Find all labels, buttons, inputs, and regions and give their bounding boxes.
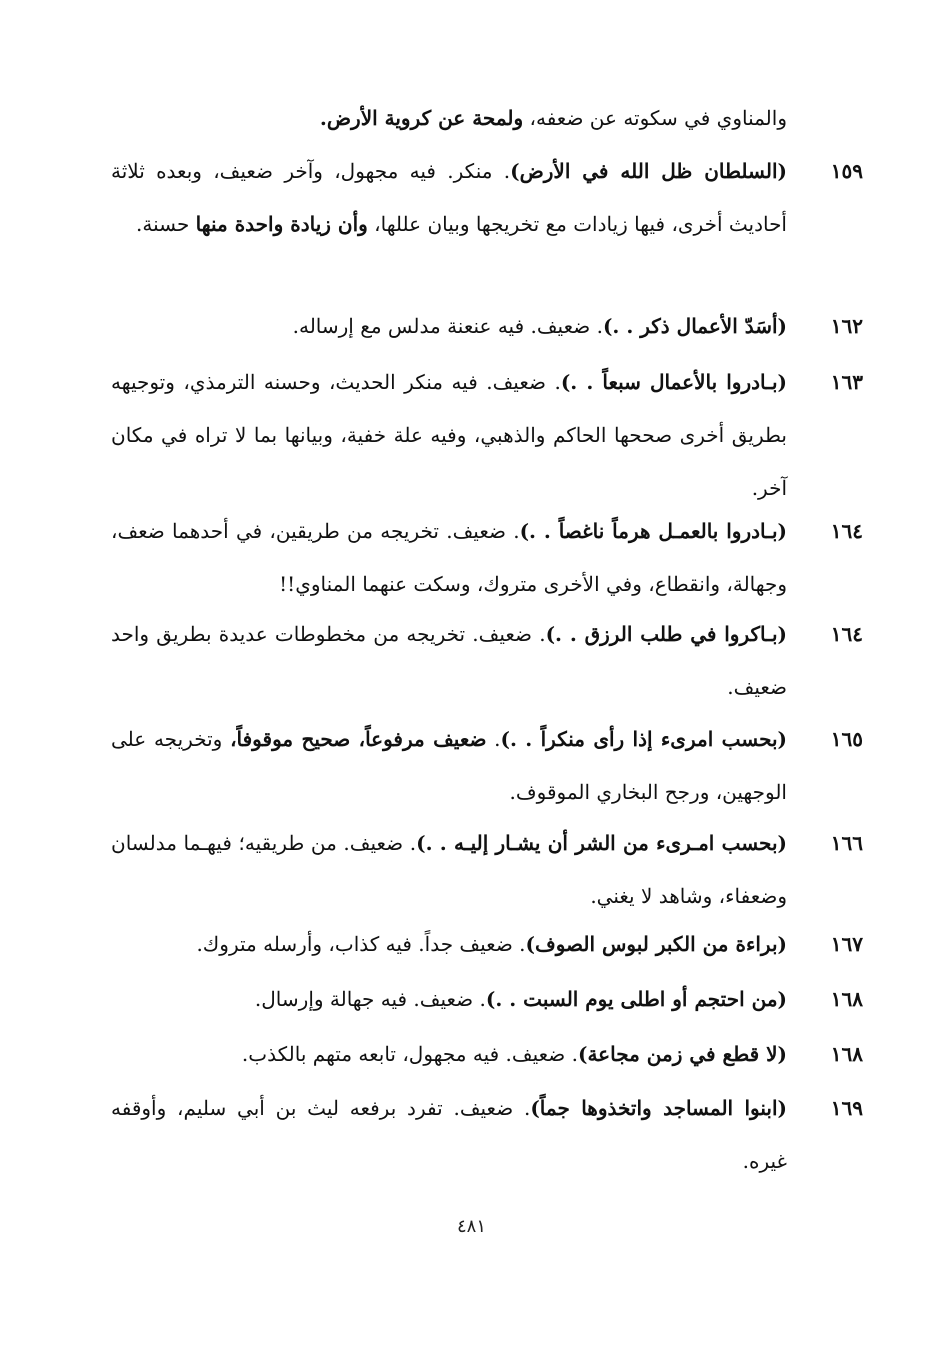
entry-168b bbox=[0, 1028, 943, 1066]
intro-text: والمناوي في سكوته عن ضعفه، bbox=[523, 106, 787, 130]
page-number: ٤٨١ bbox=[456, 1216, 486, 1237]
entry-text bbox=[111, 145, 787, 251]
entry-166 bbox=[0, 817, 943, 908]
entry-text bbox=[111, 713, 787, 819]
entry-number: ١٦٥ bbox=[830, 727, 863, 751]
entry-text bbox=[111, 300, 787, 353]
entry-text bbox=[111, 608, 787, 714]
entry-text bbox=[111, 356, 787, 515]
entry-tail: حسنة. bbox=[135, 212, 196, 236]
hadith-title: (براءة من الكبر لبوس الصوف) bbox=[525, 932, 787, 956]
entry-bold-note: وأن زيادة واحدة منها bbox=[195, 212, 368, 236]
entry-text bbox=[111, 817, 787, 923]
entry-164a bbox=[0, 505, 943, 596]
entry-text bbox=[111, 1028, 787, 1081]
hadith-title: (بحسب امـرىء من الشر أن يشـار إليـه . .) bbox=[416, 831, 787, 855]
hadith-title: (السلطان ظل الله في الأرض) bbox=[510, 159, 787, 183]
entry-number: ١٦٦ bbox=[830, 831, 863, 855]
hadith-title: (بـاكروا في طلب الرزق . .) bbox=[545, 622, 787, 646]
entry-text bbox=[111, 918, 787, 971]
entry-number: ١٦٨ bbox=[830, 1042, 863, 1066]
entry-number: ١٥٩ bbox=[830, 159, 863, 183]
entry-number: ١٦٧ bbox=[830, 932, 863, 956]
hadith-title: (بـادروا بالعمـل هرماً ناغصاً . .) bbox=[519, 519, 787, 543]
entry-168a bbox=[0, 973, 943, 1011]
hadith-title: (بحسب امرىء إذا رأى منكراً . .) bbox=[500, 727, 788, 751]
entry-number: ١٦٨ bbox=[830, 987, 863, 1011]
hadith-title: (أسَدّ الأعمال ذكر . .) bbox=[602, 314, 787, 338]
hadith-title: (لا قطع في زمن مجاعة) bbox=[578, 1042, 787, 1066]
entry-number: ١٦٢ bbox=[830, 314, 863, 338]
entry-text bbox=[111, 505, 787, 611]
entry-text bbox=[111, 973, 787, 1026]
entry-162 bbox=[0, 300, 943, 338]
entry-163 bbox=[0, 356, 943, 500]
intro-bold: ولمحة عن كروية الأرض. bbox=[319, 106, 524, 130]
entry-number: ١٦٤ bbox=[830, 622, 863, 646]
hadith-title: (من احتجم أو اطلى يوم السبت . .) bbox=[485, 987, 787, 1011]
entry-bold-note: ضعيف مرفوعاً، صحيح موقوفاً، bbox=[230, 727, 487, 751]
entry-ruling: . ضعيف. فيه مجهول، تابعه متهم بالكذب. bbox=[241, 1042, 578, 1066]
entry-ruling: . ضعيف. تخريجه من طريقين، في أحدهما ضعف، وجهالة، وانقطاع، وفي الأخرى متروك، وسكت عنهما المناوي!! bbox=[111, 519, 787, 596]
entry-number: ١٦٤ bbox=[830, 519, 863, 543]
entry-ruling: . منكر. فيه مجهول، وآخر ضعيف، وبعده ثلاثة أحاديث أخرى، فيها زيادات مع تخريجها وبيان عللها، bbox=[111, 159, 787, 236]
entry-text bbox=[111, 1082, 787, 1188]
entry-169 bbox=[0, 1082, 943, 1173]
hadith-title: (بـادروا بالأعمال سبعاً . .) bbox=[560, 370, 787, 394]
entry-167 bbox=[0, 918, 943, 956]
entry-165 bbox=[0, 713, 943, 804]
entry-159 bbox=[0, 145, 943, 236]
hadith-title: (ابنوا المساجد واتخذوها جماً) bbox=[530, 1096, 787, 1120]
entry-number: ١٦٩ bbox=[830, 1096, 863, 1120]
entry-ruling: . ضعيف. تفرد برفعه ليث بن أبي سليم، وأوقفه غيره. bbox=[111, 1096, 787, 1173]
entry-ruling: . ضعيف. فيه منكر الحديث، وحسنه الترمذي، وتوجيهه بطريق أخرى صححها الحاكم والذهبي، وفيه علة خفية، وبيانها بما لا تراه في مكان آخر. bbox=[111, 370, 787, 500]
entry-tail: وتخريجه على الوجهين، ورجح البخاري الموقوف. bbox=[111, 727, 787, 804]
entry-ruling: . ضعيف. من طريقيه؛ فيهـما مدلسان وضعفاء، وشاهد لا يغني. bbox=[111, 831, 787, 908]
intro-paragraph bbox=[111, 92, 787, 145]
entry-164b bbox=[0, 608, 943, 699]
entry-number: ١٦٣ bbox=[830, 370, 863, 394]
entry-ruling: . ضعيف. تخريجه من مخطوطات عديدة بطريق واحد ضعيف. bbox=[111, 622, 787, 699]
entry-ruling: . ضعيف. فيه عنعنة مدلس مع إرساله. bbox=[292, 314, 603, 338]
entry-ruling: . ضعيف. فيه جهالة وإرسال. bbox=[254, 987, 486, 1011]
entry-ruling: . ضعيف جداً. فيه كذاب، وأرسله متروك. bbox=[196, 932, 526, 956]
entry-ruling: . bbox=[486, 727, 501, 751]
